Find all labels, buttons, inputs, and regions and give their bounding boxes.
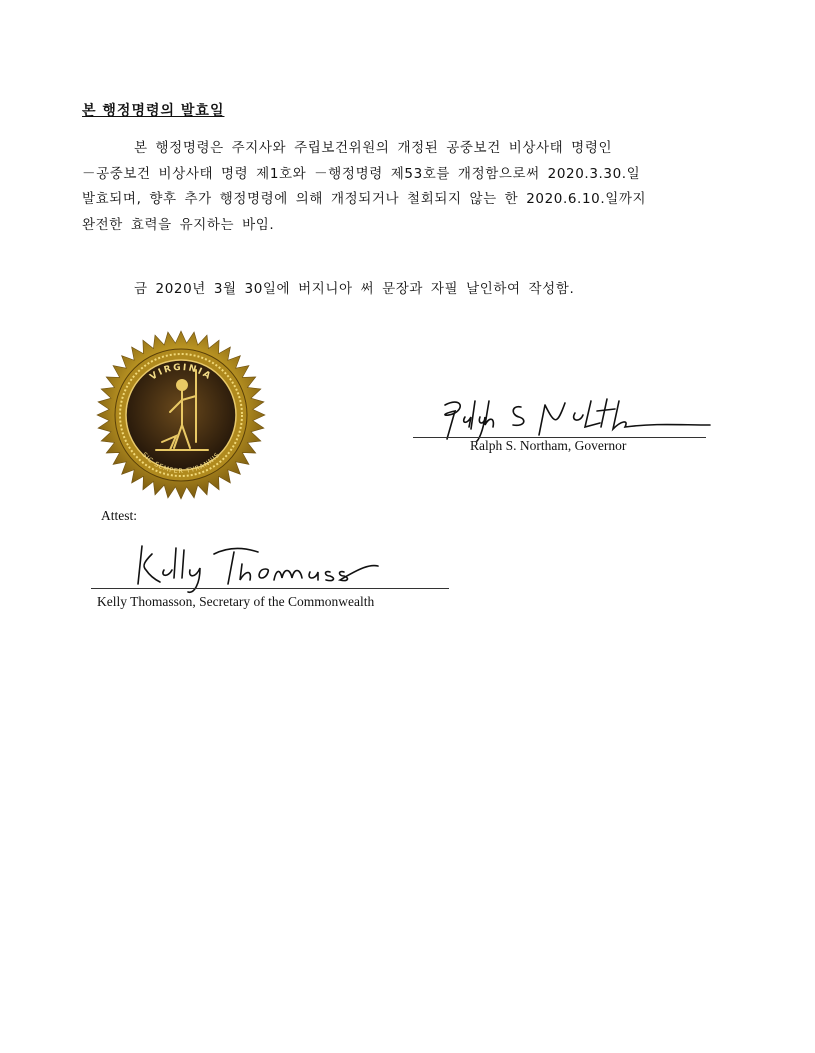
section-heading: 본 행정명령의 발효일 xyxy=(82,103,225,119)
secretary-signature xyxy=(130,540,380,595)
body-line: －공중보건 비상사태 명령 제1호와 －행정명령 제53호를 개정함으로써 2020.3.30.일 xyxy=(82,165,641,182)
seal-top-text: VIRGINIA xyxy=(148,362,214,383)
secretary-name: Kelly Thomasson, Secretary of the Commonwealth xyxy=(97,594,375,609)
attest-label: Attest: xyxy=(101,508,137,523)
secretary-signature-line xyxy=(91,588,449,589)
body-line: 본 행정명령은 주지사와 주립보건위원의 개정된 공중보건 비상사태 명령인 xyxy=(134,140,613,156)
body-line: 완전한 효력을 유지하는 바임. xyxy=(82,216,275,233)
body-paragraph xyxy=(82,136,732,238)
virginia-seal-icon xyxy=(96,330,266,500)
dateline: 금 2020년 3월 30일에 버지니아 써 문장과 자필 날인하여 작성함. xyxy=(134,281,575,297)
seal-bottom-text: SIC SEMPER TYRANNIS xyxy=(140,450,222,476)
body-line: 발효되며, 향후 추가 행정명령에 의해 개정되거나 철회되지 않는 한 2020.6.10.일까지 xyxy=(82,191,647,207)
governor-name: Ralph S. Northam, Governor xyxy=(470,438,627,453)
